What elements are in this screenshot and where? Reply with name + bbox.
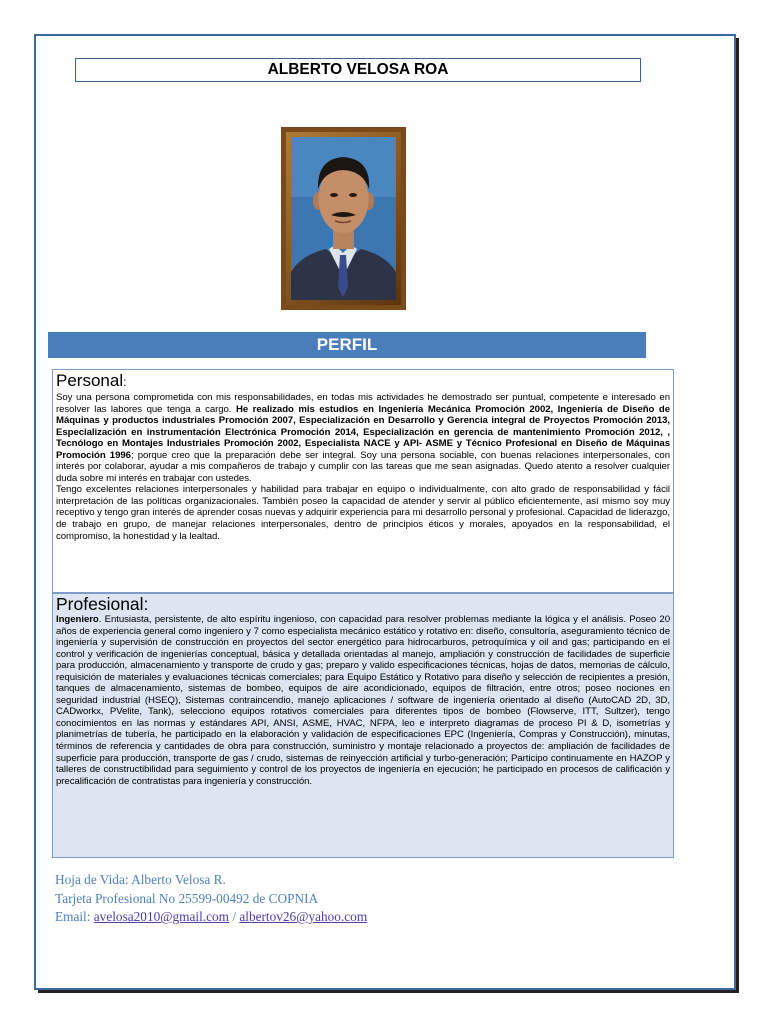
- footer-email-line: [55, 908, 615, 927]
- email-label: Email:: [55, 909, 94, 924]
- footer-line-2: Tarjeta Profesional No 25599-00492 de COPNIA: [55, 890, 319, 906]
- personal-paragraph-2: Tengo excelentes relaciones interpersonales y habilidad para trabajar en equipo o individualmente, con alto grado de responsabilidad y fácil interpretación de las políticas organizacionales. También poseo la capacidad de atender y servir al público eficientemente, así mismo soy muy receptivo y tengo gran interés de aprender cosas nuevas y adquirir experiencia para mi desarrollo personal y profesional. Capacidad de liderazgo, de trabajo en grupo, de manejar relaciones interpersonales, dentro de principios éticos y morales, apoyados en la responsabilidad, el compromiso, la honestidad y la lealtad.: [56, 484, 670, 542]
- profesional-lead: Ingeniero: [56, 614, 99, 625]
- profesional-title: Profesional:: [56, 594, 149, 614]
- page-shadow-right: [736, 38, 739, 992]
- personal-title: [56, 371, 670, 392]
- name-header: ALBERTO VELOSA ROA: [75, 58, 641, 82]
- profesional-section: [52, 593, 674, 858]
- email-link-gmail[interactable]: avelosa2010@gmail.com: [93, 909, 229, 924]
- profesional-body: . Entusiasta, persistente, de alto espíritu ingenioso, con capacidad para resolver problemas mediante la lógica y el análisis. Poseo 20 años de experiencia general como ingeniero y 7 como especialista mecánico estático y rotativo en: diseño, consultoría, aseguramiento técnico de ingeniería y supervisión de construcción en proyectos del sector energético para hidrocarburos, petroquímica y oil and gas; participando en el control y verificación de ingenierías conceptual, básica y detallada orientadas al manejo, ampliación y construcción de facilidades de superficie para producción, almacenamiento y transporte de crudo y gas; preparo y valido especificaciones técnicas, hojas de datos, memorias de cálculo, requisición de materiales y evaluaciones técnicas comerciales; para Equipo Estático y Rotativo para diseño y selección de recipientes a presión, tanques de almacenamiento, sistemas de bombeo, equipos de aire acondicionado, equipos de filtración, entre otros; poseo nociones en seguridad industrial (HSEQ), Sistemas contraincendio, manejo aplicaciones / software de ingeniería orientado al diseño (AutoCAD 2D, 3D, CADworkx, PVelite, Tank), selecciono equipos rotativos comerciales para diferentes tipos de bombeo (Flowserve, ITT, Sultzer), tengo conocimientos en las normas y estándares API, ANSI, ASME, HVAC, NFPA, leo e interpreto diagramas de proceso PI & D, isometrías y planimetrías de tubería, he participado en la elaboración y validación de especificaciones EPC (Ingeniería, Compras y Construcción), minutas, términos de referencia y cantidades de obra para construcción, suministro y montaje relacionado a proyectos de: ampliación de facilidades de superficie para producción, transporte de gas / crudo, sistemas de reinyección artificial y turbo-generación; Participo continuamente en HAZOP y talleres de constructibilidad para seguimiento y control de los proyectos de ingeniería en ejecución; he participado en procesos de calificación y precalificación de contratistas para ingeniería y construcción.: [56, 614, 670, 787]
- email-link-yahoo[interactable]: albertov26@yahoo.com: [239, 909, 368, 924]
- personal-p1-studies: He realizado mis estudios en Ingeniería Mecánica Promoción 2002, Ingeniería de Diseño de Máquinas y productos industriales Promoción 2007, Especialización en Desarrollo y Gerencia integral de Proyectos Promoción 2013, Especialización en instrumentación Electrónica Promoción 2014, Especialización en gerencia de mantenimiento Promoción 2012, , Tecnólogo en Montajes Industriales Promoción 2002, Especialista NACE y API- ASME y Técnico Profesional en Diseño de Máquinas Promoción 1996: [56, 403, 670, 461]
- personal-paragraph-1: [56, 392, 670, 484]
- email-separator: /: [229, 909, 240, 924]
- profesional-paragraph: [56, 614, 670, 787]
- portrait-icon: [291, 137, 396, 300]
- footer: [55, 871, 615, 927]
- portrait-photo: [281, 127, 406, 310]
- page-shadow-bottom: [38, 990, 739, 993]
- personal-p1-intro: Soy una persona comprometida con mis responsabilidades, en todas mis actividades he demostrado ser puntual, competente e interesado en resolver las labores que tenga a cargo.: [56, 392, 670, 415]
- perfil-heading: PERFIL: [48, 332, 646, 358]
- personal-section: [52, 369, 674, 593]
- personal-title-colon: :: [123, 375, 127, 389]
- footer-line-1: Hoja de Vida: Alberto Velosa R.: [55, 872, 226, 887]
- personal-p1-rest: ; porque creo que la preparación debe ser integral. Soy una persona sociable, con buenas relaciones interpersonales, con interés por colaborar, ayudar a mis compañeros de trabajo y cumplir con las tareas que me sean asignadas. Quedo atento a resolver cualquier duda sobre mi interés en trabajar con ustedes.: [56, 449, 670, 484]
- personal-title-text: Personal: [56, 371, 124, 390]
